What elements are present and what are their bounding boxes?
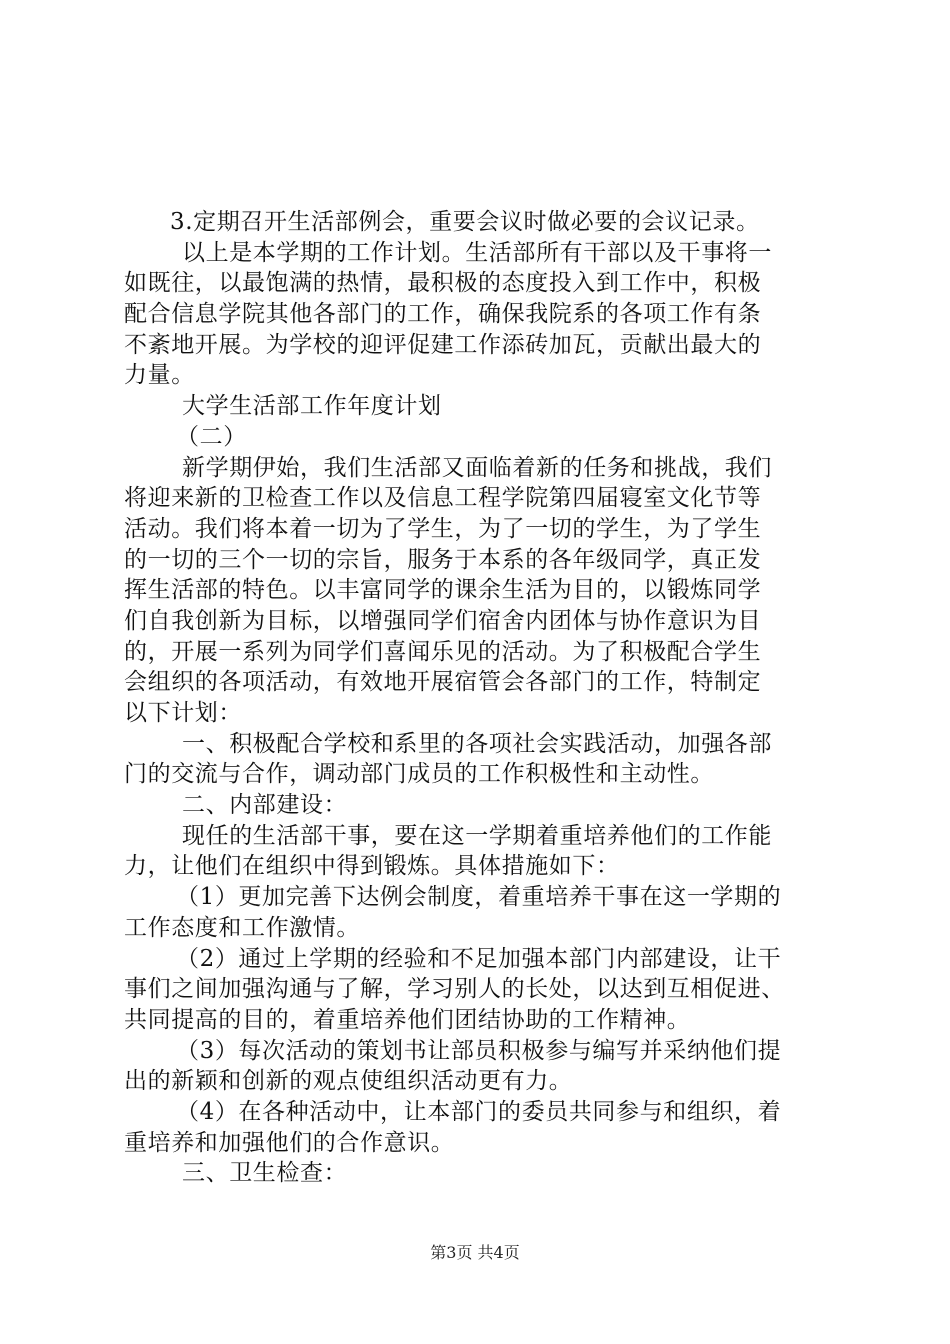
text-line: 会组织的各项活动，有效地开展宿管会各部门的工作，特制定 <box>124 669 762 696</box>
text-line: 配合信息学院其他各部门的工作，确保我院系的各项工作有条 <box>124 301 762 328</box>
section-heading: 大学生活部工作年度计划 <box>182 393 442 420</box>
text-line: 挥生活部的特色。以丰富同学的课余生活为目的，以锻炼同学 <box>124 577 762 604</box>
section-heading: 三、卫生检查： <box>182 1160 348 1187</box>
text-line: 将迎来新的卫检查工作以及信息工程学院第四届寝室文化节等 <box>124 485 762 512</box>
text-line: 如既往，以最饱满的热情，最积极的态度投入到工作中，积极 <box>124 270 762 297</box>
section-subheading: （二） <box>176 423 247 450</box>
text-line: 力，让他们在组织中得到锻炼。具体措施如下： <box>124 853 620 880</box>
text-line: 工作态度和工作激情。 <box>124 914 360 941</box>
text-line: 的一切的三个一切的宗旨，服务于本系的各年级同学，真正发 <box>124 546 762 573</box>
section-heading: 二、内部建设： <box>182 792 348 819</box>
list-item: （1）更加完善下达例会制度，着重培养干事在这一学期的 <box>176 884 782 911</box>
text-line: 活动。我们将本着一切为了学生，为了一切的学生，为了学生 <box>124 515 762 542</box>
document-body <box>124 207 834 1189</box>
text-line: 的，开展一系列为同学们喜闻乐见的活动。为了积极配合学生 <box>124 638 762 665</box>
text-line: 事们之间加强沟通与了解，学习别人的长处，以达到互相促进、 <box>124 976 785 1003</box>
text-line: 重培养和加强他们的合作意识。 <box>124 1129 455 1156</box>
text-line: 门的交流与合作，调动部门成员的工作积极性和主动性。 <box>124 761 714 788</box>
text-line: 力量。 <box>124 362 195 389</box>
list-item: （4）在各种活动中，让本部门的委员共同参与和组织，着 <box>176 1098 782 1125</box>
list-item: （2）通过上学期的经验和不足加强本部门内部建设，让干 <box>176 945 782 972</box>
list-item: （3）每次活动的策划书让部员积极参与编写并采纳他们提 <box>176 1037 782 1064</box>
text-line: 们自我创新为目标，以增强同学们宿舍内团体与协作意识为目 <box>124 607 762 634</box>
page-number-footer: 第3页 共4页 <box>430 1243 520 1262</box>
text-line: 不紊地开展。为学校的迎评促建工作添砖加瓦，贡献出最大的 <box>124 331 762 358</box>
text-line: 共同提高的目的，着重培养他们团结协助的工作精神。 <box>124 1006 691 1033</box>
text-line: 以上是本学期的工作计划。生活部所有干部以及干事将一 <box>182 239 772 266</box>
text-line: 以下计划： <box>124 700 242 726</box>
text-line: 一、积极配合学校和系里的各项社会实践活动，加强各部 <box>182 730 772 757</box>
text-line: 新学期伊始，我们生活部又面临着新的任务和挑战，我们 <box>182 454 772 481</box>
text-line: 3.定期召开生活部例会，重要会议时做必要的会议记录。 <box>170 209 760 235</box>
text-line: 现任的生活部干事，要在这一学期着重培养他们的工作能 <box>182 822 772 849</box>
text-line: 出的新颖和创新的观点使组织活动更有力。 <box>124 1068 573 1095</box>
